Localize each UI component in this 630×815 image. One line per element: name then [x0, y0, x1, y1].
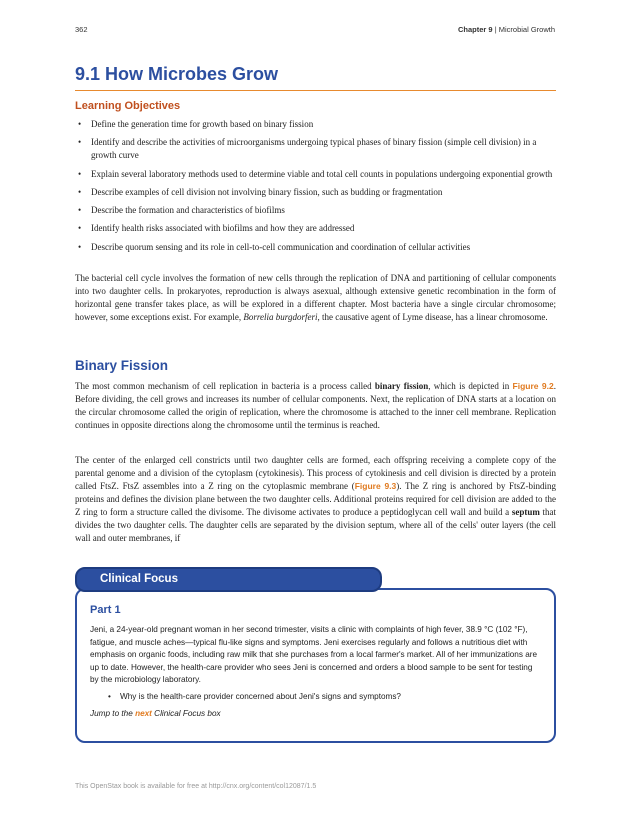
key-term-septum: septum — [511, 507, 540, 517]
organism-name: Borrelia burgdorferi — [243, 312, 318, 322]
page-number: 362 — [75, 25, 88, 34]
paragraph-text: The center of the enlarged cell constricts until two daughter cells are formed, each offspring receiving a complete copy of the parental genome and a division of the cytoplasm (cytokinesis). This process of cytokinesis and cell division is directed by a protein called FtsZ. FtsZ assembles into a Z ring on the cytoplasmic membrane ( — [75, 455, 556, 491]
objective-item: • Explain several laboratory methods used to determine viable and total cell counts in populations undergoing exponential growth — [75, 168, 556, 181]
clinical-focus-jump — [90, 709, 221, 718]
objective-item: • Describe examples of cell division not involving binary fission, such as budding or fragmentation — [75, 186, 556, 199]
chapter-title: Microbial Growth — [498, 25, 555, 34]
paragraph-text: ). The Z ring is anchored by FtsZ-binding proteins and defines the division plane between the two daughter cells. Additional proteins required for cell division are added to the Z ring to form a structure called the divisome. The divisome activates to produce a peptidoglycan cell wall and build a — [75, 481, 557, 517]
clinical-focus-case-text: Jeni, a 24-year-old pregnant woman in her second trimester, visits a clinic with complaints of high fever, 38.9 °C (102 °F), fatigue, and muscle aches—typical flu-like signs and symptoms. Jeni exercises regularly and follows a nutritious diet with emphasis on organic foods, including raw milk that she purchases from a local farmer's market. All of her immunizations are up to date. However, the health-care provider who sees Jeni is concerned and orders a blood sample to be sent for testing by the microbiology laboratory. — [90, 625, 538, 684]
objective-item: • Describe the formation and characteristics of biofilms — [75, 204, 556, 217]
key-term-binary-fission: binary fission — [374, 381, 429, 391]
section-title: 9.1 How Microbes Grow — [75, 64, 279, 84]
next-clinical-focus-link[interactable]: next — [135, 709, 152, 718]
running-header — [458, 25, 555, 34]
intro-text-end: , the causative agent of Lyme disease, has a linear chromosome. — [317, 312, 548, 322]
title-divider — [75, 90, 556, 91]
binary-fission-heading: Binary Fission — [75, 358, 169, 373]
paragraph-text: The most common mechanism of cell replication in bacteria is a process called — [75, 381, 375, 391]
jump-text-end: Clinical Focus box — [151, 709, 221, 718]
objective-item: • Identify health risks associated with biofilms and how they are addressed — [75, 222, 556, 235]
clinical-focus-title: Clinical Focus — [100, 573, 178, 585]
figure-9-2-link[interactable]: Figure 9.2 — [512, 381, 554, 391]
intro-paragraph — [75, 272, 556, 324]
paragraph-text: . Before dividing, the cell grows and increases its number of cellular components. Next, the replication of DNA starts at a location on the circular chromosome called the origin of replication, where the chromosome is attached to the inner cell membrane. Replication continues in opposite directions along the chromosome until the terminus is reached. — [75, 381, 556, 430]
paragraph-text: , which is depicted in — [428, 381, 513, 391]
binary-fission-paragraph-2 — [75, 454, 556, 545]
header-separator: | — [492, 25, 499, 34]
intro-text: The bacterial cell cycle involves the formation of new cells through the replication of DNA and partitioning of cellular components into two daughter cells. In prokaryotes, reproduction is always asexual, although extensive genetic recombination in the form of horizontal gene transfer takes place, as will be explored in a different chapter. Most bacteria have a single circular chromosome; however, some exceptions exist. For example, — [75, 273, 556, 322]
objective-item: • Describe quorum sensing and its role in cell-to-cell communication and coordination of cellular activities — [75, 241, 556, 254]
clinical-focus-part: Part 1 — [90, 604, 121, 616]
objective-item: • Define the generation time for growth based on binary fission — [75, 118, 556, 131]
clinical-focus-questions — [106, 691, 536, 704]
paragraph-text: that divides the two daughter cells. The daughter cells are separated by the division septum, where all of the cells' outer layers (the cell wall and outer membranes, if — [75, 507, 556, 543]
figure-9-3-link[interactable]: Figure 9.3 — [354, 481, 397, 491]
chapter-label: Chapter 9 — [458, 25, 493, 34]
learning-objectives-list — [75, 118, 556, 259]
learning-objectives-heading: Learning Objectives — [75, 100, 181, 112]
clinical-focus-question: • Why is the health-care provider concerned about Jeni's signs and symptoms? — [106, 691, 536, 704]
jump-text: Jump to the — [90, 709, 136, 718]
binary-fission-paragraph-1 — [75, 380, 556, 432]
objective-item: • Identify and describe the activities of microorganisms undergoing typical phases of binary fission (simple cell division) in a growth curve — [75, 136, 556, 162]
page-footer: This OpenStax book is available for free at http://cnx.org/content/col12087/1.5 — [75, 783, 317, 790]
